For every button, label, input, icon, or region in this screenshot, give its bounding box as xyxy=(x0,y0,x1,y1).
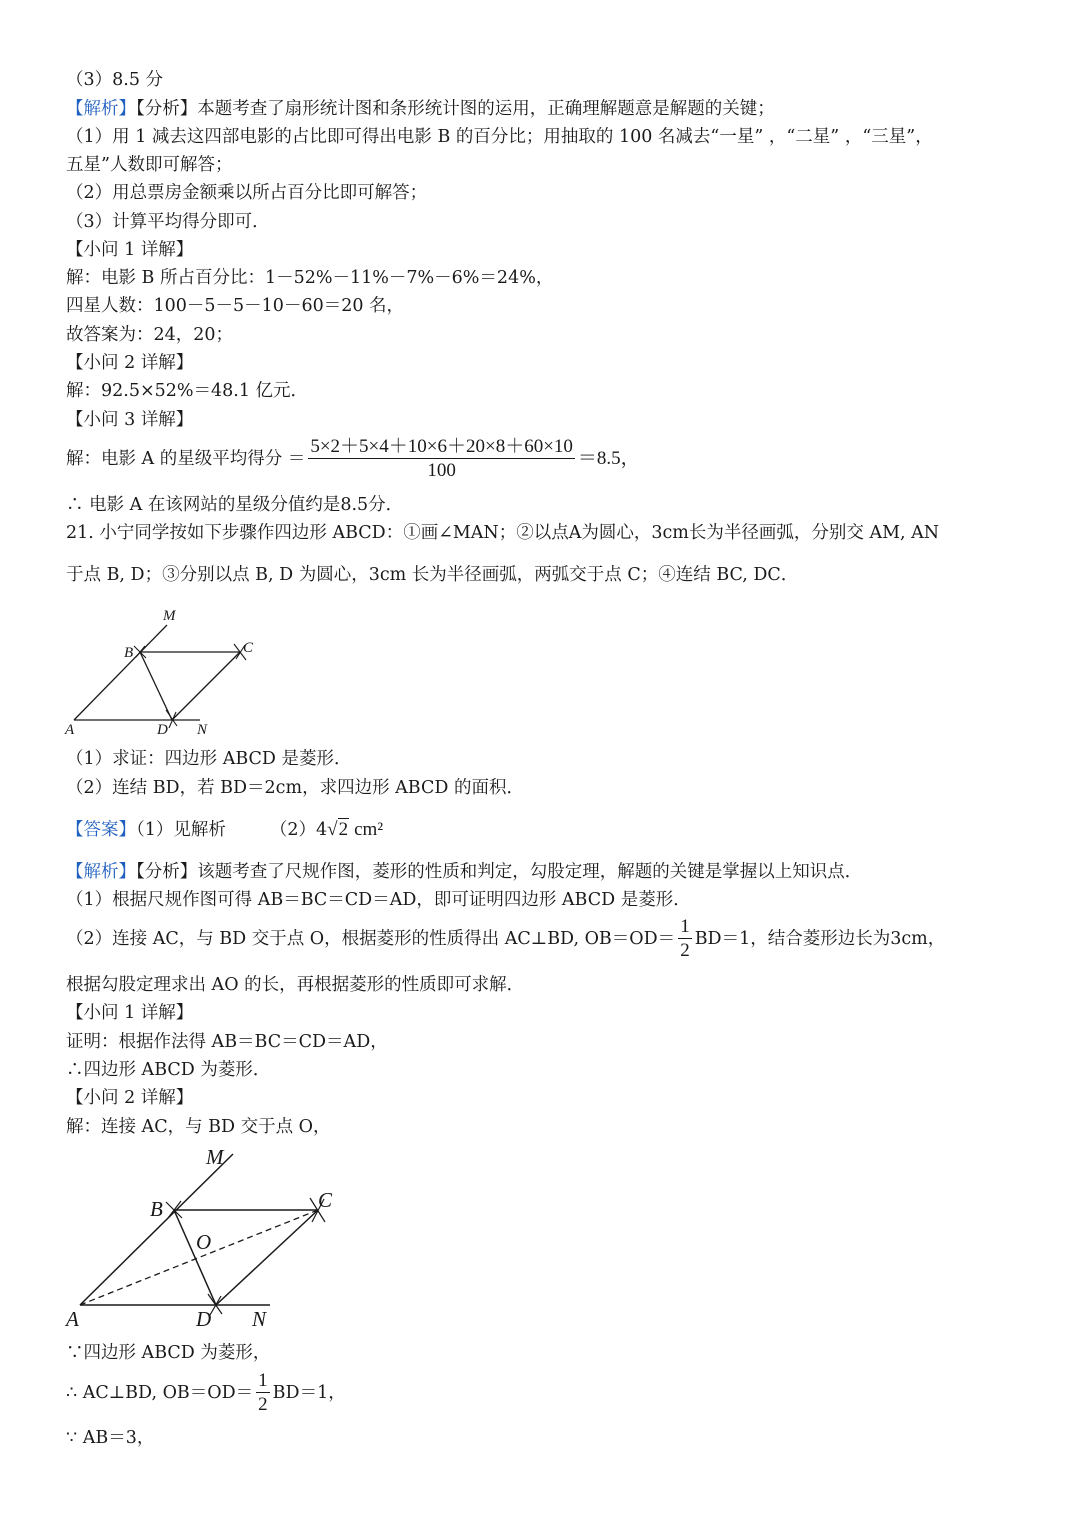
label-m: M xyxy=(163,608,176,624)
fraction-numerator: 1 xyxy=(258,1370,268,1391)
q21-sub1-title: 【小问 1 详解】 xyxy=(66,1003,194,1023)
q20-analysis-2: （2）用总票房金额乘以所占百分比即可解答； xyxy=(66,183,428,203)
figure-rhombus-diagonals xyxy=(60,1142,350,1337)
q21-part1: （1）求证：四边形 ABCD 是菱形． xyxy=(66,749,352,769)
answer-tag: 【答案】 xyxy=(66,820,136,840)
label-a: A xyxy=(66,1307,79,1331)
answer-part2-prefix: （2）4 xyxy=(269,820,328,840)
q20-sub3-formula xyxy=(66,436,640,483)
fraction-half xyxy=(256,1370,270,1417)
formula-prefix: 解：电影 A 的星级平均得分 ＝ xyxy=(66,449,306,469)
q20-sub1-line2: 四星人数：100－5－5－10－60＝20 名， xyxy=(66,296,405,316)
q21-analysis-1: （1）根据尺规作图可得 AB＝BC＝CD＝AD，即可证明四边形 ABCD 是菱形． xyxy=(66,890,691,910)
q20-analysis-intro xyxy=(66,97,775,121)
q21-part2: （2）连结 BD，若 BD＝2cm，求四边形 ABCD 的面积． xyxy=(66,778,524,798)
label-o: O xyxy=(196,1230,212,1254)
label-m: M xyxy=(206,1145,224,1169)
label-d: D xyxy=(196,1307,212,1331)
label-n: N xyxy=(252,1307,267,1331)
q21-sub1-line1: 证明：根据作法得 AB＝BC＝CD＝AD， xyxy=(66,1032,388,1052)
therefore-prefix: ∴ AC⊥BD, OB＝OD＝ xyxy=(66,1383,254,1403)
analysis-text: 【分析】该题考查了尺规作图，菱形的性质和判定，勾股定理，解题的关键是掌握以上知识点． xyxy=(136,862,863,882)
q20-sub1-title: 【小问 1 详解】 xyxy=(66,240,194,260)
fraction-numerator: 5×2＋5×4＋10×6＋20×8＋60×10 xyxy=(310,436,573,457)
q21-answer xyxy=(66,818,383,842)
answer-part1: （1）见解析 xyxy=(136,820,226,840)
fraction-half xyxy=(678,916,692,963)
label-d: D xyxy=(157,722,168,738)
q21-stem-line1: 21. 小宁同学按如下步骤作四边形 ABCD：①画∠MAN；②以点A为圆心，3cm长为半径画弧，分别交 AM, AN xyxy=(66,523,940,543)
q21-analysis-intro xyxy=(66,860,862,884)
answer-unit: cm² xyxy=(354,819,384,840)
q20-sub2-title: 【小问 2 详解】 xyxy=(66,353,194,373)
q20-answer-3: （3）8.5 分 xyxy=(66,70,164,90)
jiexi-tag: 【解析】 xyxy=(66,862,136,882)
q20-analysis-3: （3）计算平均得分即可． xyxy=(66,212,270,232)
analysis-2-prefix: （2）连接 AC，与 BD 交于点 O，根据菱形的性质得出 AC⊥BD, OB＝OD＝ xyxy=(66,929,676,949)
q20-sub3-conclusion: ∴ 电影 A 在该网站的星级分值约是8.5分． xyxy=(66,495,404,515)
q20-analysis-1a: （1）用 1 减去这四部电影的占比即可得出电影 B 的百分比；用抽取的 100 名减去“一星” ，“二星” ，“三星”， xyxy=(66,127,933,147)
q20-analysis-1b: 五星”人数即可解答； xyxy=(66,155,233,175)
q21-therefore xyxy=(66,1370,346,1417)
label-a: A xyxy=(65,722,75,738)
formula-result: ＝8.5， xyxy=(577,448,640,469)
q21-analysis-2 xyxy=(66,916,945,963)
therefore-suffix: BD＝1， xyxy=(272,1383,346,1403)
q20-sub2-line1: 解：92.5×52%＝48.1 亿元． xyxy=(66,381,309,401)
label-b: B xyxy=(124,645,134,661)
analysis-text: 【分析】本题考查了扇形统计图和条形统计图的运用，正确理解题意是解题的关键； xyxy=(136,99,775,119)
analysis-2-suffix: BD＝1，结合菱形边长为3cm， xyxy=(694,929,946,949)
q21-sub1-line2: ∴四边形 ABCD 为菱形． xyxy=(66,1060,271,1080)
q21-sub2-line1: 解：连接 AC，与 BD 交于点 O， xyxy=(66,1117,331,1137)
q20-sub1-line3: 故答案为：24，20； xyxy=(66,325,234,345)
q20-sub3-title: 【小问 3 详解】 xyxy=(66,410,194,430)
side-dc xyxy=(216,1210,318,1305)
label-n: N xyxy=(197,722,208,738)
fraction xyxy=(308,436,575,483)
label-c: C xyxy=(318,1188,333,1212)
segment-bd xyxy=(140,652,172,720)
q21-because-1: ∵四边形 ABCD 为菱形， xyxy=(66,1343,271,1363)
jiexi-tag: 【解析】 xyxy=(66,99,136,119)
fraction-denominator: 100 xyxy=(427,460,456,481)
fraction-numerator: 1 xyxy=(680,916,690,937)
figure-rhombus-construction xyxy=(60,600,260,740)
q20-sub1-line1: 解：电影 B 所占百分比：1－52%－11%－7%－6%＝24%， xyxy=(66,268,554,288)
q21-because-2: ∵ AB＝3， xyxy=(66,1428,155,1448)
q21-analysis-2b: 根据勾股定理求出 AO 的长，再根据菱形的性质即可求解． xyxy=(66,975,525,995)
side-dc xyxy=(172,652,240,720)
label-b: B xyxy=(150,1197,163,1221)
ray-am xyxy=(74,625,167,720)
fraction-denominator: 2 xyxy=(680,940,690,961)
fraction-denominator: 2 xyxy=(258,1394,268,1415)
sqrt-radicand: 2 xyxy=(338,819,349,840)
q21-sub2-title: 【小问 2 详解】 xyxy=(66,1088,194,1108)
label-c: C xyxy=(243,640,254,656)
diagonal-ac-dashed xyxy=(80,1210,318,1305)
diagonal-bd xyxy=(174,1210,216,1305)
sqrt-sign: √ xyxy=(327,819,338,840)
q21-stem-line2: 于点 B, D；③分别以点 B, D 为圆心，3cm 长为半径画弧，两弧交于点 C；④连结 BC, DC． xyxy=(66,565,799,585)
